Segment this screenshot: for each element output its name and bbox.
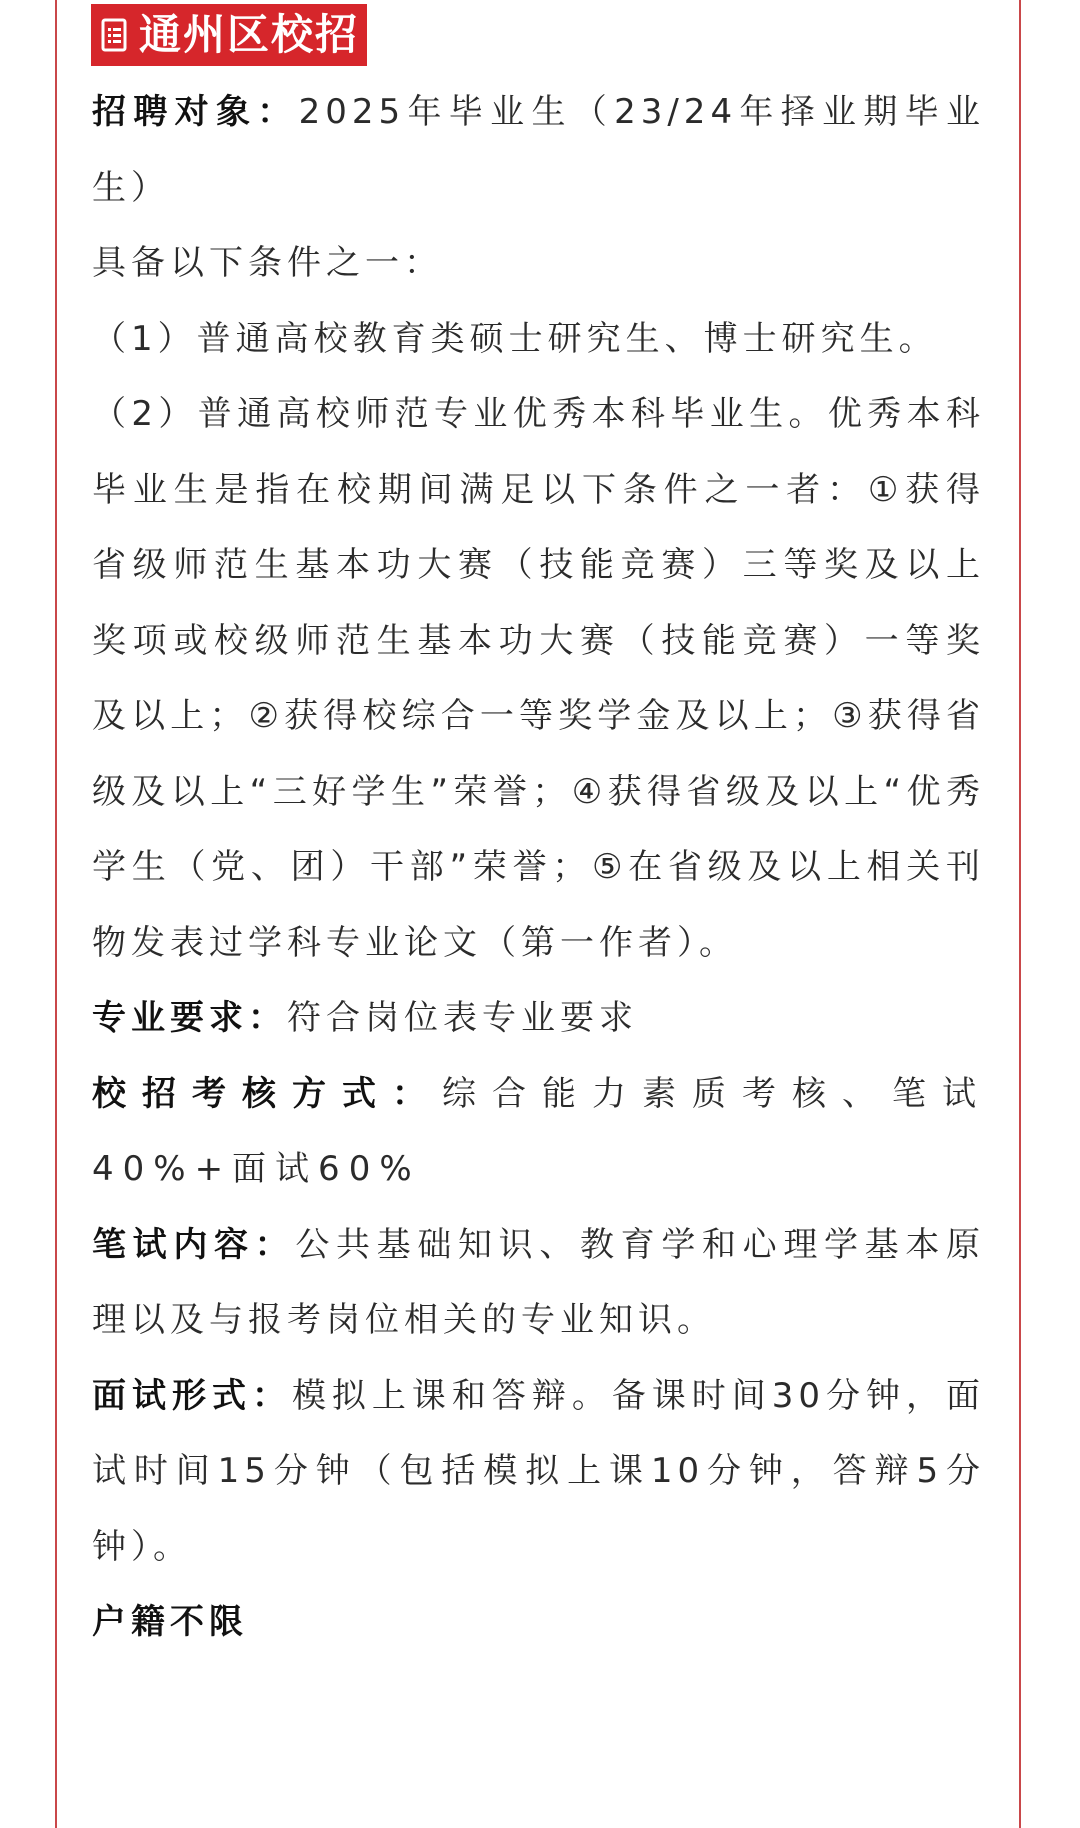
section-title-badge — [91, 4, 367, 66]
assessment-paragraph — [92, 1057, 985, 1208]
written-label: 笔试内容： — [92, 1224, 296, 1265]
major-value: 符合岗位表专业要求 — [287, 998, 638, 1038]
document-list-icon — [101, 18, 127, 52]
condition-2: （2）普通高校师范专业优秀本科毕业生。优秀本科毕业生是指在校期间满足以下条件之一者：①获得省级师范生基本功大赛（技能竞赛）三等奖及以上奖项或校级师范生基本功大赛（技能竞赛）一等奖及以上；②获得校综合一等奖学金及以上；③获得省级及以上“三好学生”荣誉；④获得省级及以上“优秀学生（党、团）干部”荣誉；⑤在省级及以上相关刊物发表过学科专业论文（第一作者）。 — [92, 394, 985, 963]
written-value: 公共基础知识、教育学和心理学基本原理以及与报考岗位相关的专业知识。 — [92, 1224, 986, 1340]
conditions-intro: 具备以下条件之一： — [92, 243, 443, 283]
condition-1: （1）普通高校教育类硕士研究生、博士研究生。 — [92, 318, 938, 359]
assessment-label: 校招考核方式： — [92, 1073, 442, 1114]
interview-value: 模拟上课和答辩。备课时间30分钟，面试时间15分钟（包括模拟上课10分钟，答辩5分钟）。 — [92, 1375, 985, 1567]
target-value: 2025年毕业生（23/24年择业期毕业生） — [92, 92, 986, 208]
target-label: 招聘对象： — [92, 92, 299, 132]
written-paragraph — [92, 1208, 985, 1359]
interview-label: 面试形式： — [92, 1375, 292, 1416]
interview-paragraph — [92, 1359, 985, 1586]
major-paragraph — [92, 981, 985, 1057]
target-paragraph — [92, 75, 985, 226]
hukou-line: 户籍不限 — [92, 1602, 248, 1642]
major-label: 专业要求： — [92, 998, 287, 1038]
assessment-value: 综合能力素质考核、笔试40%+面试60% — [92, 1073, 985, 1189]
article-body — [92, 75, 985, 1661]
page-title: 通州区校招 — [139, 10, 360, 59]
